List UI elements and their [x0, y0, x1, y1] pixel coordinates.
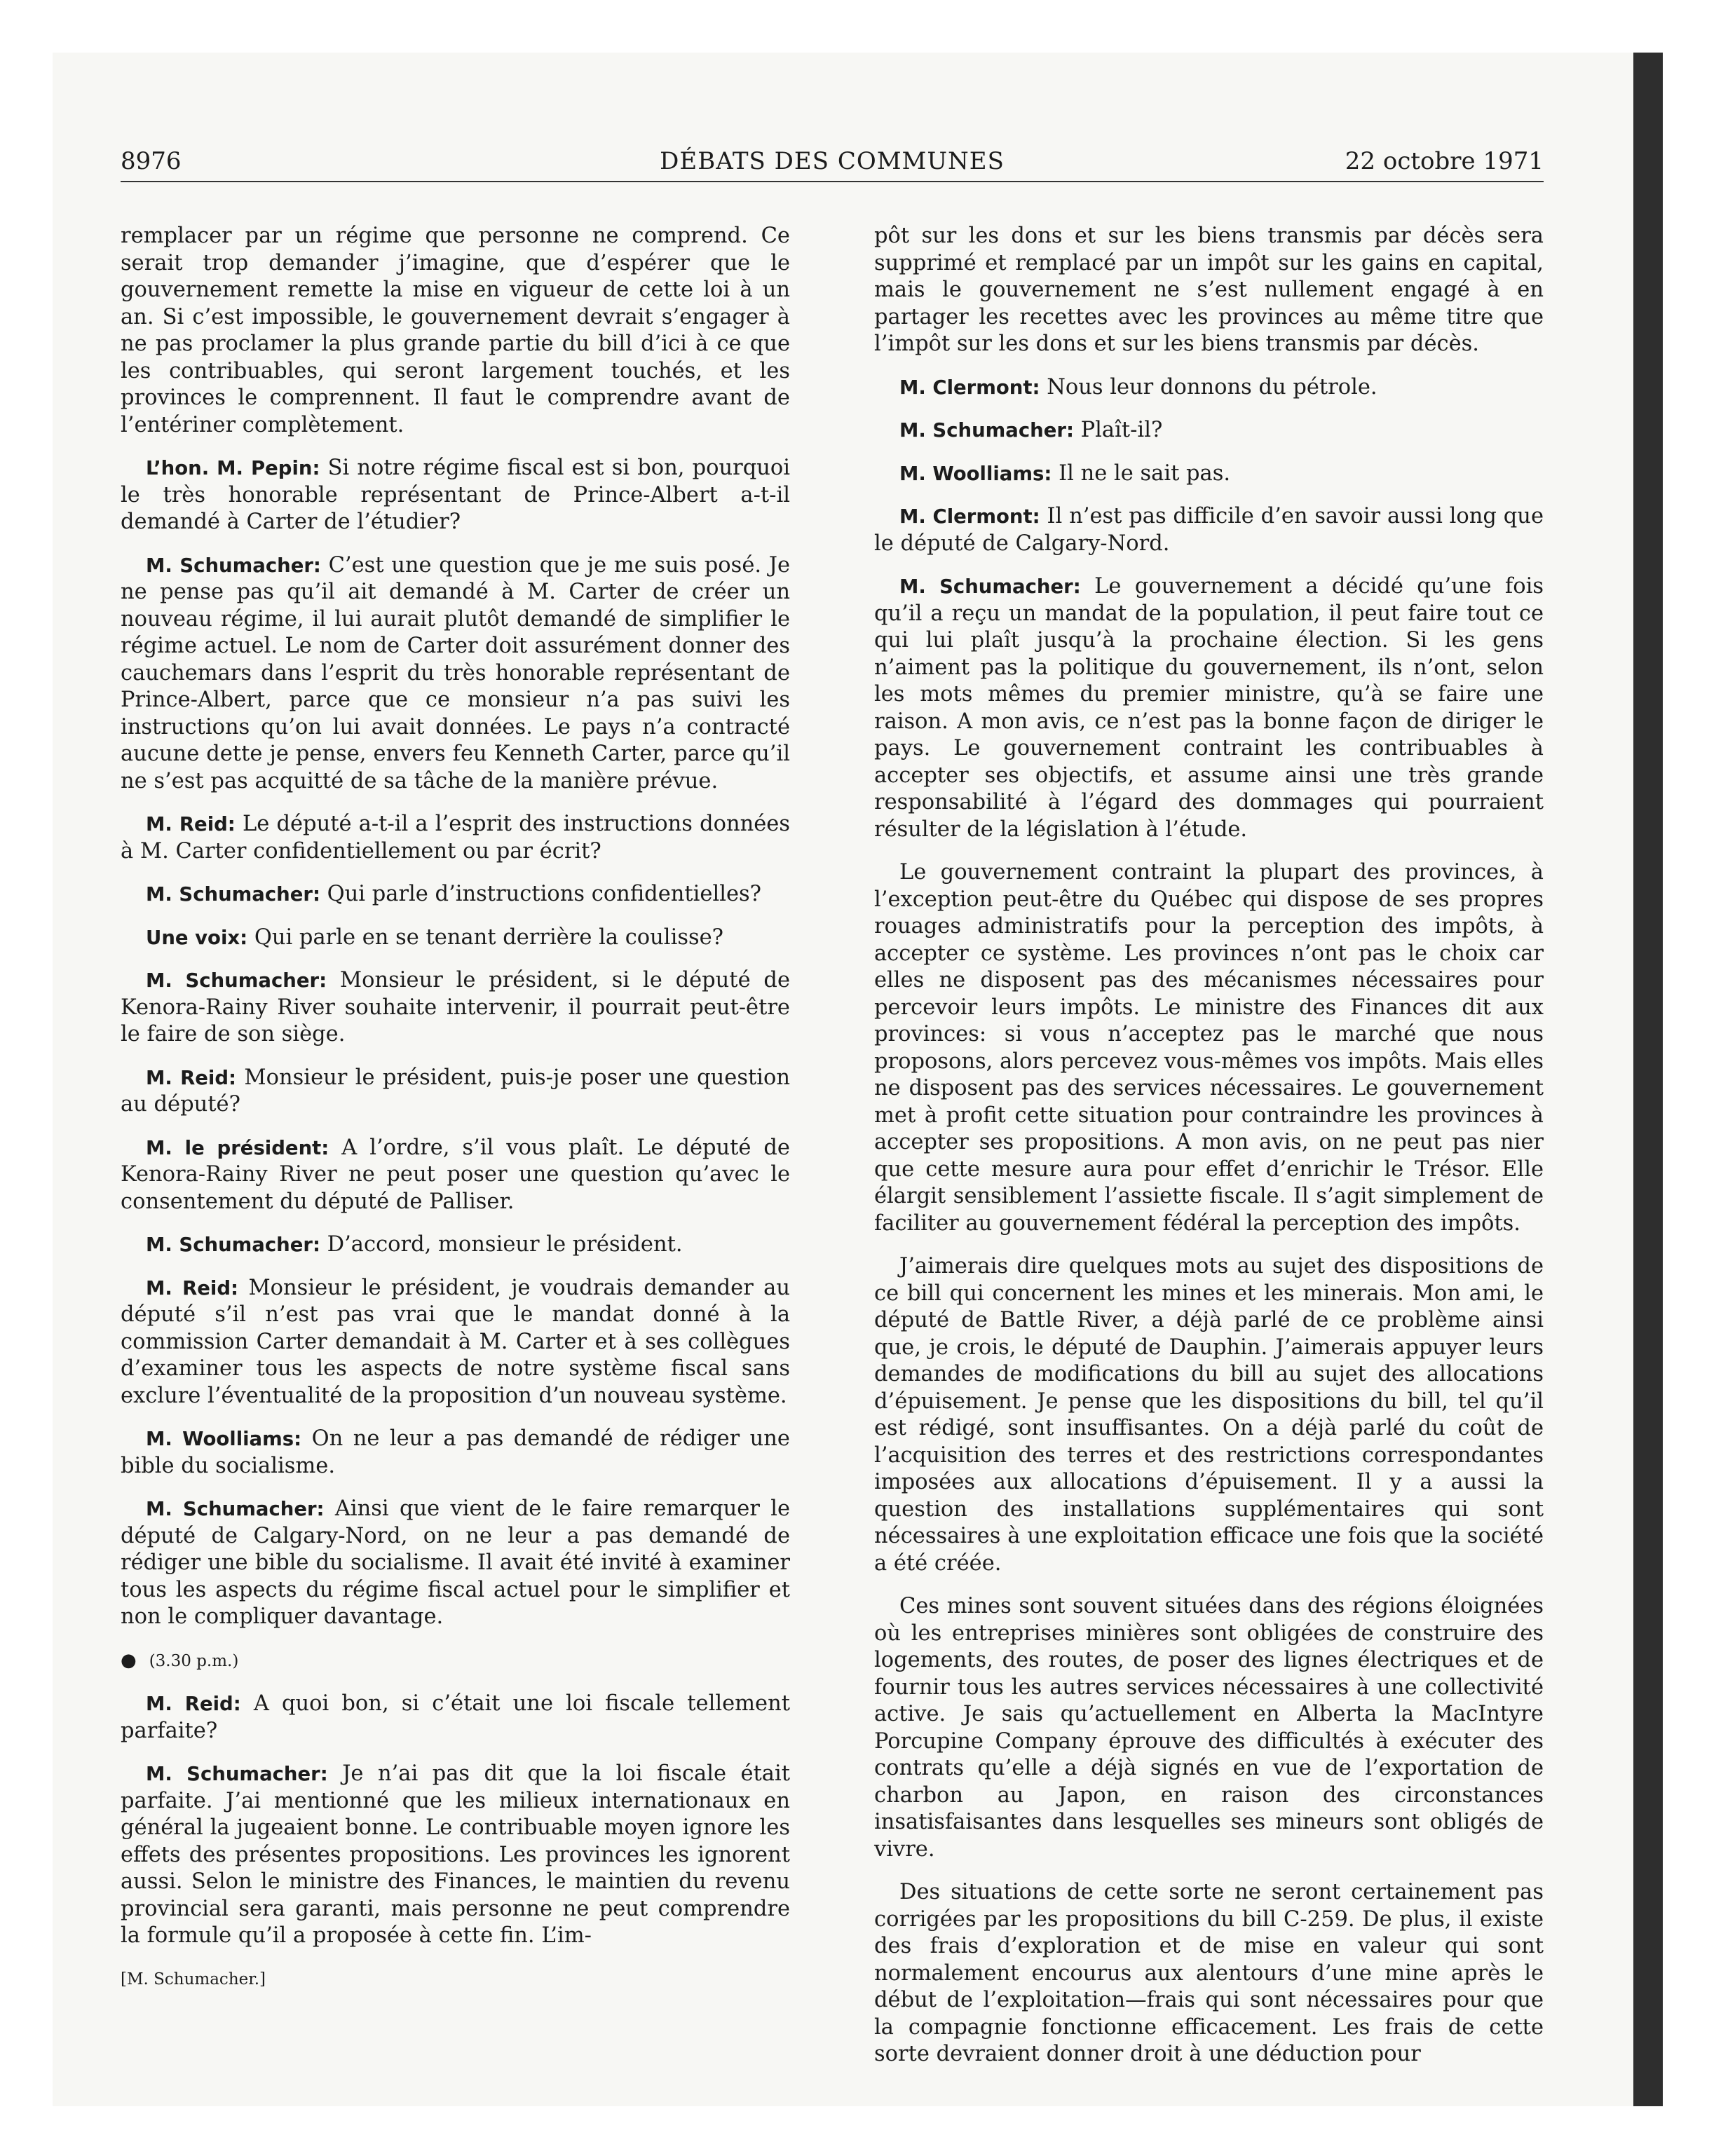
bullet-icon: ●: [121, 1649, 137, 1671]
paragraph-text: Ces mines sont souvent situées dans des régions éloignées où les entreprises minières sont obligées de construire des logements, des routes, de poser des lignes électriques et de fournir tous les autres services nécessaires à une collectivité active. Je sais qu’actuellement en Alberta la MacIntyre Porcupine Company éprouve des difficultés à exécuter des contrats qu’elle a déjà signés en vue de l’exportation de charbon au Japon, en raison des circonstances insatisfaisantes dans lesquelles ses mineurs sont obligés de vivre.: [874, 1594, 1544, 1862]
speech-text: Le gouvernement a décidé qu’une fois qu’il a reçu un mandat de la population, il peut faire tout ce qui lui plaît jusqu’à la prochaine élection. Si les gens n’aiment pas la politique du gouvernement, ils n’ont, selon les mots mêmes du premier ministre, qu’à se faire une raison. A mon avis, ce n’est pas la bonne façon de diriger le pays. Le gouvernement contraint les contribuables à accepter ses objectifs, et assume ainsi une très grande responsabilité à l’égard des dommages qui pourraient résulter de la législation à l’étude.: [874, 574, 1544, 842]
paragraph-text: Des situations de cette sorte ne seront certainement pas corrigées par les propositions du bill C-259. De plus, il existe des frais d’exploration et de mise en valeur qui sont normalement encourus aux alentours d’une mine après le début de l’exploitation—frais qui sont nécessaires pour que la compagnie fonctionne efficacement. Les frais de cette sorte devraient donner droit à une déduction pour: [874, 1880, 1544, 2066]
page-header: [121, 139, 1544, 182]
page-number: 8976: [121, 147, 182, 175]
speaker-name: M. Clermont:: [899, 376, 1040, 399]
speech-paragraph: [121, 811, 790, 865]
speech-text: Le député a-t-il a l’esprit des instructions données à M. Carter confidentiellement ou par écrit?: [121, 812, 791, 864]
publication-title: DÉBATS DES COMMUNES: [660, 147, 1005, 175]
speech-paragraph: [121, 967, 790, 1049]
paragraph: [874, 1879, 1544, 2068]
speech-text: Ainsi que vient de le faire remarquer le député de Calgary-Nord, on ne leur a pas demandé de rédiger une bible du socialisme. Il avait été invité à examiner tous les aspects du régime fiscal actuel pour le simplifier et non le compliquer davantage.: [121, 1496, 790, 1629]
speech-text: A quoi bon, si c’était une loi fiscale tellement parfaite?: [121, 1691, 791, 1743]
speaker-name: M. Reid:: [146, 1276, 239, 1299]
speech-paragraph: [121, 1691, 790, 1745]
time-marker-text: (3.30 p.m.): [149, 1651, 239, 1670]
right-column: [874, 223, 1544, 2085]
speech-paragraph: [874, 460, 1544, 488]
time-marker: [121, 1647, 790, 1675]
speech-paragraph: [121, 1275, 790, 1410]
left-column: [121, 223, 790, 2009]
paragraph-text: J’aimerais dire quelques mots au sujet des dispositions de ce bill qui concernent les mines et les minerais. Mon ami, le député de Battle River, a déjà parlé de ce problème ainsi que, je crois, le député de Dauphin. J’aimerais appuyer leurs demandes de modifications du bill au sujet des allocations d’épuisement. Je pense que les dispositions du bill, tel qu’il est rédigé, sont insuffisantes. On a déjà parlé du coût de l’acquisition des terres et des restrictions correspondantes imposées aux allocations d’épuisement. Il y a aussi la question des installations supplémentaires qui sont nécessaires à une exploitation efficace une fois que la société a été créée.: [874, 1254, 1544, 1576]
speech-text: Si notre régime fiscal est si bon, pourquoi le très honorable représentant de Prince-Albert a-t-il demandé à Carter de l’étudier?: [121, 456, 790, 534]
speech-paragraph: [121, 1426, 790, 1480]
speech-text: Monsieur le président, si le député de Kenora-Rainy River souhaite intervenir, il pourrait peut-être le faire de son siège.: [121, 968, 790, 1046]
speaker-name: M. Reid:: [146, 1066, 237, 1089]
speech-paragraph: [121, 1135, 790, 1216]
speech-text: Monsieur le président, puis-je poser une question au député?: [121, 1065, 790, 1117]
speech-text: D’accord, monsieur le président.: [327, 1232, 683, 1257]
speaker-name: M. Schumacher:: [899, 419, 1074, 442]
paragraph: [874, 1253, 1544, 1577]
speech-text: A l’ordre, s’il vous plaît. Le député de Kenora-Rainy River ne peut poser une question qu’avec le consentement du député de Palliser.: [121, 1135, 790, 1214]
speech-paragraph: [121, 1761, 790, 1950]
speech-paragraph: [874, 417, 1544, 444]
speech-paragraph: [121, 1065, 790, 1119]
speech-paragraph: [121, 552, 790, 796]
speech-text: Il n’est pas difficile d’en savoir aussi long que le député de Calgary-Nord.: [874, 504, 1544, 556]
paragraph: [874, 859, 1544, 1237]
speaker-name: M. Schumacher:: [899, 575, 1081, 598]
speaker-name: L’hon. M. Pepin:: [146, 457, 320, 479]
speech-paragraph: [121, 881, 790, 908]
speaker-name: M. Reid:: [146, 813, 236, 835]
speaker-name: M. Reid:: [146, 1693, 241, 1715]
speaker-name: Une voix:: [146, 926, 248, 949]
speech-text: Plaît-il?: [1080, 418, 1163, 442]
speaker-name: M. Schumacher:: [146, 1763, 328, 1785]
speech-text: Il ne le sait pas.: [1059, 460, 1231, 486]
speech-text: On ne leur a pas demandé de rédiger une bible du socialisme.: [121, 1426, 790, 1478]
speech-paragraph: [874, 374, 1544, 402]
speaker-name: M. Woolliams:: [146, 1428, 302, 1450]
paragraph-text: remplacer par un régime que personne ne comprend. Ce serait trop demander j’imagine, que d’espérer que le gouvernement remette la mise en vigueur de cette loi à un an. Si c’est impossible, le gouvernement devrait s’engager à ne pas proclamer la plus grande partie du bill d’ici à ce que les contribuables, qui seront largement touchés, et les provinces le comprennent. Il faut le comprendre avant de l’entériner complètement.: [121, 224, 790, 437]
speech-paragraph: [121, 455, 790, 536]
speech-paragraph: [121, 1496, 790, 1631]
speech-text: C’est une question que je me suis posé. Je ne pense pas qu’il ait demandé à M. Carter de créer un nouveau régime, il lui aurait plutôt demandé de simplifier le régime actuel. Le nom de Carter doit assurément donner des cauchemars dans l’esprit du très honorable représentant de Prince-Albert, parce que ce monsieur n’a pas suivi les instructions qu’on lui avait données. Le pays n’a contracté aucune dette je pense, envers feu Kenneth Carter, parce qu’il ne s’est pas acquitté de sa tâche de la manière prévue.: [121, 552, 790, 793]
speaker-name: M. Schumacher:: [146, 554, 321, 577]
publication-date: 22 octobre 1971: [1345, 147, 1544, 175]
speaker-name: M. le président:: [146, 1136, 329, 1159]
paragraph-text: pôt sur les dons et sur les biens transmis par décès sera supprimé et remplacé par un impôt sur les gains en capital, mais le gouvernement ne s’est nullement engagé à en partager les recettes avec les provinces au même titre que l’impôt sur les dons et sur les biens transmis par décès.: [874, 224, 1544, 356]
speech-text: Monsieur le président, je voudrais demander au député s’il n’est pas vrai que le mandat donné à la commission Carter demandait à M. Carter et à ses collègues d’examiner tous les aspects de notre système fiscal sans exclure l’éventualité de la proposition d’un nouveau système.: [121, 1275, 790, 1408]
speaker-name: M. Clermont:: [899, 505, 1040, 528]
speech-paragraph: [121, 1231, 790, 1259]
speech-text: Qui parle en se tenant derrière la coulisse?: [254, 925, 724, 950]
paragraph-text: Le gouvernement contraint la plupart des provinces, à l’exception peut-être du Québec qui dispose de ses propres rouages administratifs pour la perception des impôts, à accepter ce système. Les provinces n’ont pas le choix car elles ne disposent pas des mécanismes nécessaires pour percevoir leurs impôts. Le ministre des Finances dit aux provinces: si vous n’acceptez pas le marché que nous proposons, alors percevez vous-mêmes vos impôts. Mais elles ne disposent pas des services nécessaires. Le gouvernement met à profit cette situation pour contraindre les provinces à accepter ses propositions. A mon avis, on ne peut pas nier que cette mesure aura pour effet d’enrichir le Trésor. Elle élargit sensiblement l’assiette fiscale. Il s’agit simplement de faciliter au gouvernement fédéral la perception des impôts.: [874, 860, 1544, 1236]
speech-paragraph: [874, 503, 1544, 557]
speech-text: Qui parle d’instructions confidentielles?: [327, 882, 762, 906]
paragraph: [874, 223, 1544, 358]
scan-edge-shadow: [1633, 53, 1663, 2106]
speaker-footnote: [M. Schumacher.]: [121, 1970, 266, 1988]
paragraph: [874, 1593, 1544, 1863]
speaker-name: M. Schumacher:: [146, 883, 320, 906]
speech-paragraph: [874, 573, 1544, 843]
speaker-name: M. Schumacher:: [146, 1498, 325, 1520]
speaker-name: M. Schumacher:: [146, 1234, 320, 1256]
speech-text: Je n’ai pas dit que la loi fiscale était parfaite. J’ai mentionné que les milieux internationaux en général la jugeaient bonne. Le contribuable moyen ignore les effets des présentes propositions. Les provinces les ignorent aussi. Selon le ministre des Finances, le maintien du revenu provincial sera garanti, mais personne ne peut comprendre la formule qu’il a proposée à cette fin. L’im-: [121, 1761, 790, 1948]
speech-text: Nous leur donnons du pétrole.: [1047, 374, 1377, 400]
paragraph: [121, 223, 790, 439]
speaker-name: M. Schumacher:: [146, 969, 327, 992]
speech-paragraph: [121, 925, 790, 952]
speaker-name: M. Woolliams:: [899, 462, 1052, 485]
